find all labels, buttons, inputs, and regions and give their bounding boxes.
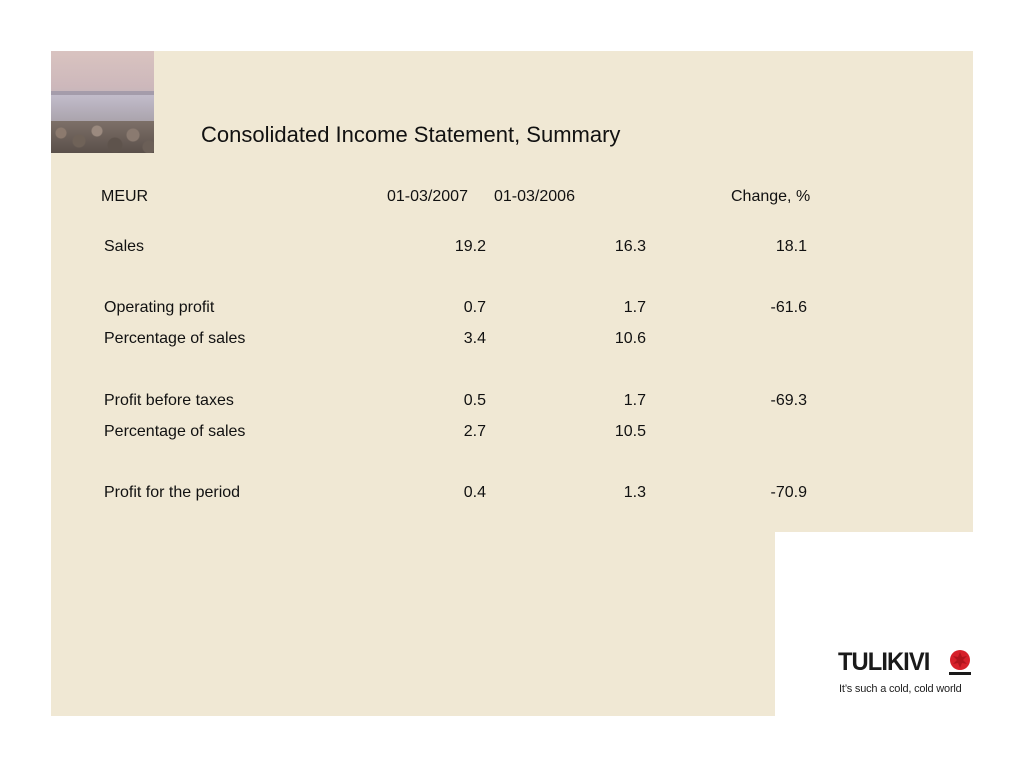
cell-pbt-change: -69.3 xyxy=(770,392,807,409)
cell-operating-profit-2006: 1.7 xyxy=(623,299,646,316)
tulikivi-wordmark: TULIKIVI xyxy=(838,648,930,676)
cell-operating-profit-2007: 0.7 xyxy=(463,299,486,316)
cell-op-percentage-2006: 10.6 xyxy=(614,330,646,347)
cell-sales-2006: 16.3 xyxy=(614,238,646,255)
cell-op-percentage-2007: 3.4 xyxy=(463,330,486,347)
cell-pbt-percentage-2006: 10.5 xyxy=(614,423,646,440)
cell-sales-change: 18.1 xyxy=(775,238,807,255)
cell-pbt-2007: 0.5 xyxy=(463,392,486,409)
cell-operating-profit-change: -61.6 xyxy=(770,299,807,316)
cell-profit-period-change: -70.9 xyxy=(770,484,807,501)
header-unit: MEUR xyxy=(101,188,149,205)
row-label-profit-before-taxes: Profit before taxes xyxy=(104,392,234,409)
seaside-stones-photo xyxy=(51,51,154,153)
cell-sales-2007: 19.2 xyxy=(454,238,486,255)
header-period-2006: 01-03/2006 xyxy=(494,188,575,205)
header-period-2007: 01-03/2007 xyxy=(387,188,468,205)
slide-title: Consolidated Income Statement, Summary xyxy=(201,122,621,147)
row-label-profit-for-period: Profit for the period xyxy=(104,484,241,501)
cell-pbt-2006: 1.7 xyxy=(623,392,646,409)
header-change: Change, % xyxy=(731,188,811,205)
flame-stone-logo-icon xyxy=(948,648,972,676)
row-label-operating-profit: Operating profit xyxy=(104,299,215,316)
logo-tagline: It’s such a cold, cold world xyxy=(839,683,962,695)
row-label-sales: Sales xyxy=(104,238,145,255)
row-label-pbt-percentage-of-sales: Percentage of sales xyxy=(104,423,246,440)
cell-profit-period-2007: 0.4 xyxy=(463,484,486,501)
row-label-op-percentage-of-sales: Percentage of sales xyxy=(104,330,246,347)
cell-profit-period-2006: 1.3 xyxy=(623,484,646,501)
cell-pbt-percentage-2007: 2.7 xyxy=(463,423,486,440)
